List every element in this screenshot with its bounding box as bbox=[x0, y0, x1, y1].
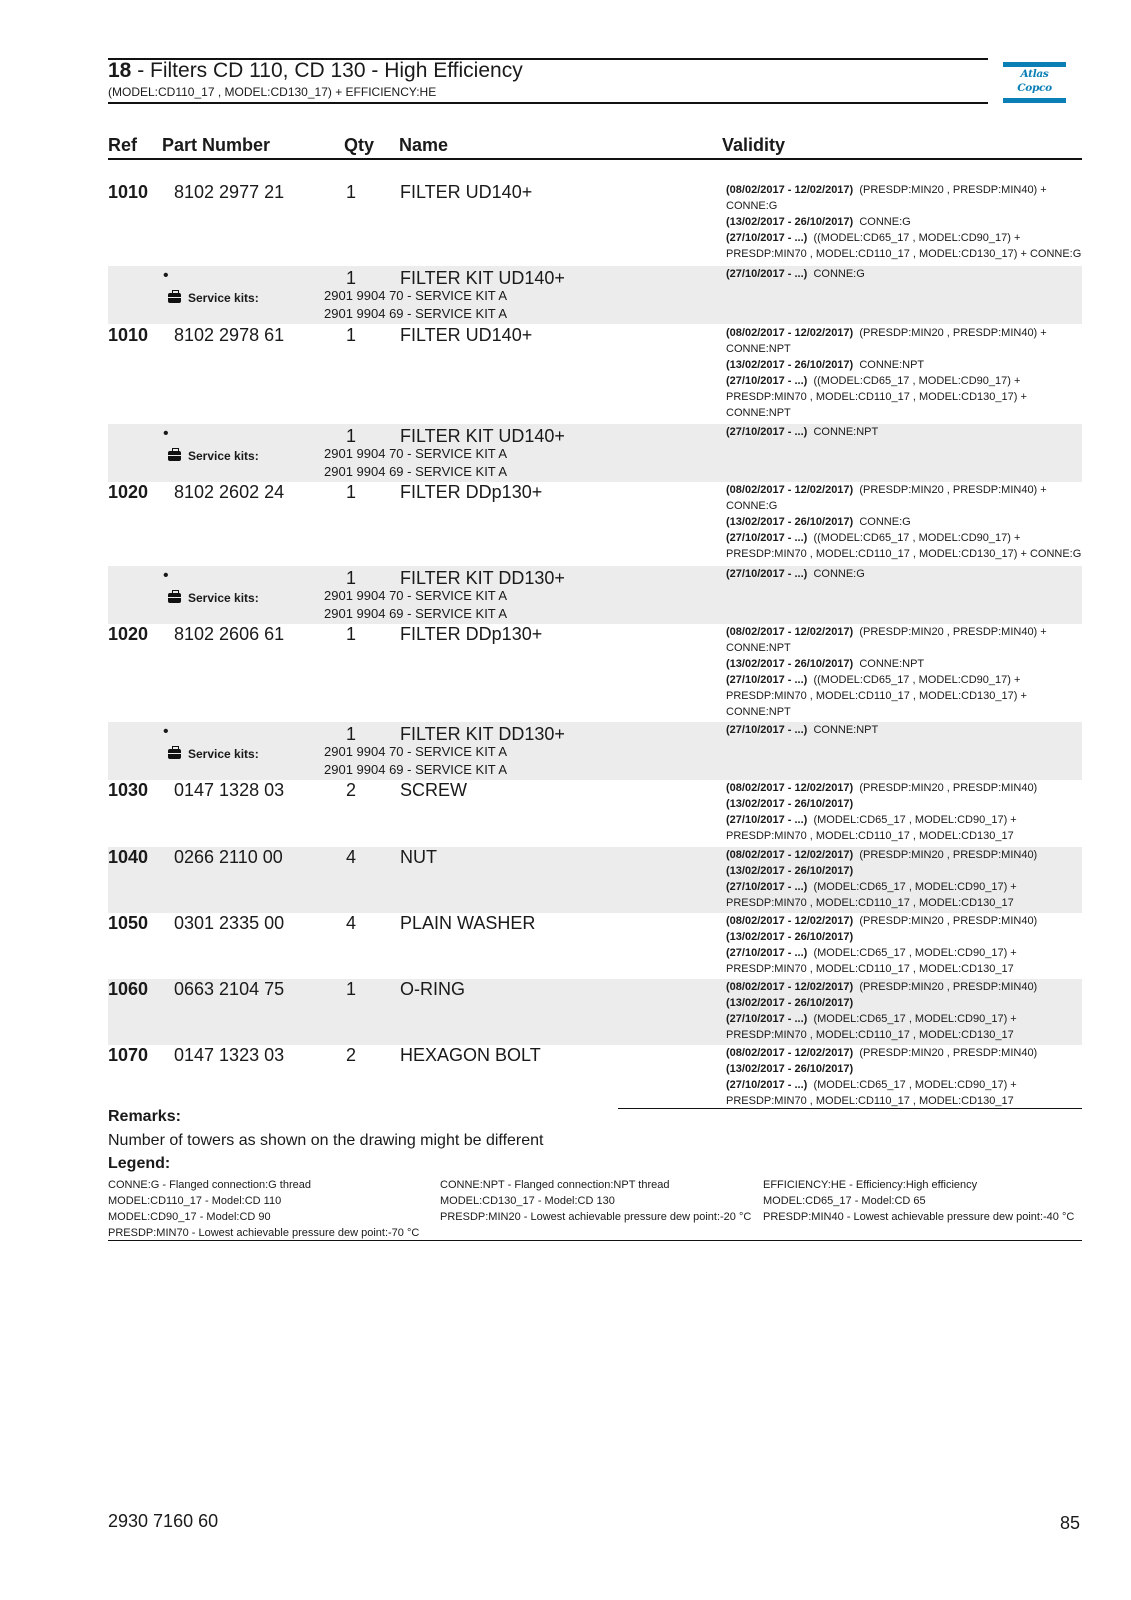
validity-line bbox=[726, 325, 1082, 341]
ref-cell: 1020 bbox=[108, 482, 149, 502]
legend-item: PRESDP:MIN20 - Lowest achievable pressure dew point:-20 °C bbox=[440, 1211, 752, 1223]
validity-line bbox=[726, 373, 1082, 389]
legend-item: MODEL:CD90_17 - Model:CD 90 bbox=[108, 1211, 271, 1223]
validity-text: CONNE:G bbox=[726, 200, 778, 212]
service-kit-row bbox=[108, 424, 1082, 482]
validity-line bbox=[726, 246, 1082, 262]
validity-date: (27/10/2017 - ...) bbox=[726, 1079, 808, 1091]
validity-text: CONNE:G bbox=[859, 216, 911, 228]
validity-cell bbox=[726, 913, 1082, 977]
validity-line bbox=[726, 624, 1082, 640]
validity-date: (08/02/2017 - 12/02/2017) bbox=[726, 981, 854, 993]
part-number-cell: 8102 2977 21 bbox=[174, 182, 285, 202]
validity-line bbox=[726, 995, 1082, 1011]
atlas-copco-logo bbox=[1003, 62, 1066, 95]
validity-date: (08/02/2017 - 12/02/2017) bbox=[726, 327, 854, 339]
validity-line bbox=[726, 530, 1082, 546]
validity-date: (27/10/2017 - ...) bbox=[726, 532, 808, 544]
ref-cell: 1060 bbox=[108, 979, 149, 999]
name-cell: FILTER KIT UD140+ bbox=[400, 426, 565, 446]
qty-cell: 2 bbox=[346, 1045, 357, 1065]
table-row bbox=[108, 780, 1082, 846]
validity-line bbox=[726, 961, 1082, 977]
validity-text: CONNE:G bbox=[859, 516, 911, 528]
service-kit-item: 2901 9904 69 - SERVICE KIT A bbox=[324, 606, 508, 621]
validity-line bbox=[726, 863, 1082, 879]
validity-line bbox=[726, 566, 1082, 582]
qty-cell: 4 bbox=[346, 913, 357, 933]
validity-line bbox=[726, 796, 1082, 812]
qty-cell: 1 bbox=[346, 482, 357, 502]
validity-date: (27/10/2017 - ...) bbox=[726, 568, 808, 580]
validity-line bbox=[726, 357, 1082, 373]
header-rule-bottom bbox=[108, 102, 988, 104]
validity-date: (08/02/2017 - 12/02/2017) bbox=[726, 849, 854, 861]
table-row bbox=[108, 182, 1082, 264]
validity-text: CONNE:NPT bbox=[859, 359, 925, 371]
service-kits-text: Service kits: bbox=[188, 291, 259, 305]
column-header-validity: Validity bbox=[722, 135, 786, 155]
validity-text: CONNE:NPT bbox=[726, 642, 791, 654]
validity-date: (27/10/2017 - ...) bbox=[726, 268, 808, 280]
qty-cell: 1 bbox=[346, 426, 357, 446]
qty-cell: 4 bbox=[346, 847, 357, 867]
table-row bbox=[108, 913, 1082, 979]
service-kit-row bbox=[108, 566, 1082, 624]
validity-text: (PRESDP:MIN20 , PRESDP:MIN40) bbox=[859, 981, 1038, 993]
validity-date: (08/02/2017 - 12/02/2017) bbox=[726, 915, 854, 927]
table-row bbox=[108, 482, 1082, 564]
legend-item: PRESDP:MIN40 - Lowest achievable pressure dew point:-40 °C bbox=[763, 1211, 1075, 1223]
column-header-qty: Qty bbox=[344, 135, 375, 155]
validity-text: PRESDP:MIN70 , MODEL:CD110_17 , MODEL:CD130_17) + bbox=[726, 690, 1027, 702]
validity-line bbox=[726, 704, 1082, 720]
validity-text: CONNE:G bbox=[813, 268, 865, 280]
service-kits-label bbox=[168, 747, 259, 761]
validity-date: (27/10/2017 - ...) bbox=[726, 674, 808, 686]
validity-date: (27/10/2017 - ...) bbox=[726, 1013, 808, 1025]
validity-line bbox=[726, 1045, 1082, 1061]
name-cell: FILTER UD140+ bbox=[400, 325, 533, 345]
part-number-cell: 8102 2602 24 bbox=[174, 482, 285, 502]
validity-text: (PRESDP:MIN20 , PRESDP:MIN40) + bbox=[859, 184, 1047, 196]
page-subtitle: (MODEL:CD110_17 , MODEL:CD130_17) + EFFICIENCY:HE bbox=[108, 85, 437, 99]
validity-date: (08/02/2017 - 12/02/2017) bbox=[726, 1047, 854, 1059]
validity-text: (MODEL:CD65_17 , MODEL:CD90_17) + bbox=[813, 1079, 1017, 1091]
bullet-icon: • bbox=[163, 425, 169, 442]
service-kits-text: Service kits: bbox=[188, 449, 259, 463]
validity-date: (27/10/2017 - ...) bbox=[726, 724, 808, 736]
validity-line bbox=[726, 514, 1082, 530]
name-cell: FILTER UD140+ bbox=[400, 182, 533, 202]
service-kit-item: 2901 9904 70 - SERVICE KIT A bbox=[324, 446, 508, 461]
table-row bbox=[108, 847, 1082, 913]
validity-line bbox=[726, 780, 1082, 796]
name-cell: FILTER KIT DD130+ bbox=[400, 568, 565, 588]
legend-item: MODEL:CD65_17 - Model:CD 65 bbox=[763, 1195, 926, 1207]
validity-text: CONNE:NPT bbox=[726, 407, 791, 419]
toolbox-icon bbox=[168, 293, 181, 303]
validity-cell bbox=[726, 1045, 1082, 1109]
validity-date: (27/10/2017 - ...) bbox=[726, 232, 808, 244]
qty-cell: 2 bbox=[346, 780, 357, 800]
validity-date: (13/02/2017 - 26/10/2017) bbox=[726, 516, 854, 528]
validity-line bbox=[726, 182, 1082, 198]
page-title bbox=[108, 59, 523, 83]
validity-cell bbox=[726, 325, 1082, 421]
legend-column-1 bbox=[108, 1177, 419, 1241]
validity-line bbox=[726, 424, 1082, 440]
validity-text: (MODEL:CD65_17 , MODEL:CD90_17) + bbox=[813, 881, 1017, 893]
validity-line bbox=[726, 688, 1082, 704]
qty-cell: 1 bbox=[346, 325, 357, 345]
validity-text: (PRESDP:MIN20 , PRESDP:MIN40) + bbox=[859, 626, 1047, 638]
validity-text: PRESDP:MIN70 , MODEL:CD110_17 , MODEL:CD130_17) + CONNE:G bbox=[726, 248, 1082, 260]
qty-cell: 1 bbox=[346, 624, 357, 644]
name-cell: FILTER KIT DD130+ bbox=[400, 724, 565, 744]
validity-text: (PRESDP:MIN20 , PRESDP:MIN40) bbox=[859, 1047, 1038, 1059]
validity-line bbox=[726, 1011, 1082, 1027]
ref-cell: 1050 bbox=[108, 913, 149, 933]
validity-date: (13/02/2017 - 26/10/2017) bbox=[726, 216, 854, 228]
legend-item: EFFICIENCY:HE - Efficiency:High efficiency bbox=[763, 1179, 978, 1191]
validity-line bbox=[726, 1093, 1082, 1109]
table-row bbox=[108, 624, 1082, 722]
validity-line bbox=[726, 546, 1082, 562]
part-number-cell: 8102 2606 61 bbox=[174, 624, 285, 644]
legend-item: CONNE:NPT - Flanged connection:NPT thread bbox=[440, 1179, 670, 1191]
validity-text: ((MODEL:CD65_17 , MODEL:CD90_17) + bbox=[813, 674, 1021, 686]
validity-text: CONNE:NPT bbox=[813, 724, 879, 736]
name-cell: FILTER DDp130+ bbox=[400, 624, 543, 644]
validity-text: PRESDP:MIN70 , MODEL:CD110_17 , MODEL:CD130_17 bbox=[726, 897, 1014, 909]
validity-line bbox=[726, 722, 1082, 738]
validity-date: (08/02/2017 - 12/02/2017) bbox=[726, 626, 854, 638]
legend-item: CONNE:G - Flanged connection:G thread bbox=[108, 1179, 311, 1191]
toolbox-icon bbox=[168, 593, 181, 603]
service-kits-label bbox=[168, 449, 259, 463]
validity-text: ((MODEL:CD65_17 , MODEL:CD90_17) + bbox=[813, 532, 1021, 544]
validity-date: (27/10/2017 - ...) bbox=[726, 881, 808, 893]
column-header-ref: Ref bbox=[108, 135, 138, 155]
validity-date: (13/02/2017 - 26/10/2017) bbox=[726, 997, 854, 1009]
validity-text: PRESDP:MIN70 , MODEL:CD110_17 , MODEL:CD130_17 bbox=[726, 830, 1014, 842]
validity-date: (08/02/2017 - 12/02/2017) bbox=[726, 184, 854, 196]
legend-rule bbox=[108, 1240, 1082, 1241]
validity-line bbox=[726, 929, 1082, 945]
validity-date: (27/10/2017 - ...) bbox=[726, 375, 808, 387]
legend-item: MODEL:CD130_17 - Model:CD 130 bbox=[440, 1195, 615, 1207]
validity-line bbox=[726, 945, 1082, 961]
ref-cell: 1020 bbox=[108, 624, 149, 644]
toolbox-icon bbox=[168, 451, 181, 461]
name-cell: HEXAGON BOLT bbox=[400, 1045, 541, 1065]
validity-line bbox=[726, 341, 1082, 357]
service-kit-item: 2901 9904 69 - SERVICE KIT A bbox=[324, 306, 508, 321]
validity-date: (13/02/2017 - 26/10/2017) bbox=[726, 798, 854, 810]
column-header-name: Name bbox=[399, 135, 449, 155]
validity-text: (MODEL:CD65_17 , MODEL:CD90_17) + bbox=[813, 814, 1017, 826]
validity-line bbox=[726, 498, 1082, 514]
section-title: - Filters CD 110, CD 130 - High Efficiency bbox=[131, 59, 523, 82]
part-number-cell: 0266 2110 00 bbox=[174, 847, 283, 867]
validity-line bbox=[726, 1027, 1082, 1043]
section-number: 18 bbox=[108, 59, 132, 82]
legend-title: Legend: bbox=[108, 1155, 171, 1172]
service-kits-text: Service kits: bbox=[188, 591, 259, 605]
validity-line bbox=[726, 812, 1082, 828]
name-cell: FILTER KIT UD140+ bbox=[400, 268, 565, 288]
validity-text: PRESDP:MIN70 , MODEL:CD110_17 , MODEL:CD130_17 bbox=[726, 963, 1014, 975]
validity-cell bbox=[726, 722, 1082, 738]
validity-text: (PRESDP:MIN20 , PRESDP:MIN40) + bbox=[859, 327, 1047, 339]
validity-text: (MODEL:CD65_17 , MODEL:CD90_17) + bbox=[813, 1013, 1017, 1025]
validity-text: CONNE:NPT bbox=[726, 343, 791, 355]
validity-line bbox=[726, 656, 1082, 672]
qty-cell: 1 bbox=[346, 182, 357, 202]
validity-line bbox=[726, 913, 1082, 929]
validity-date: (13/02/2017 - 26/10/2017) bbox=[726, 931, 854, 943]
service-kits-text: Service kits: bbox=[188, 747, 259, 761]
bullet-icon: • bbox=[163, 567, 169, 584]
validity-line bbox=[726, 895, 1082, 911]
validity-text: CONNE:NPT bbox=[859, 658, 925, 670]
table-row bbox=[108, 325, 1082, 423]
legend-item: MODEL:CD110_17 - Model:CD 110 bbox=[108, 1195, 282, 1207]
name-cell: FILTER DDp130+ bbox=[400, 482, 543, 502]
part-number-cell: 0663 2104 75 bbox=[174, 979, 285, 999]
part-number-cell: 0147 1323 03 bbox=[174, 1045, 285, 1065]
part-number-cell: 0301 2335 00 bbox=[174, 913, 285, 933]
parts-table-header bbox=[108, 134, 1082, 160]
qty-cell: 1 bbox=[346, 979, 357, 999]
table-row bbox=[108, 1045, 1082, 1111]
validity-line bbox=[726, 214, 1082, 230]
validity-text: CONNE:NPT bbox=[813, 426, 879, 438]
validity-cell bbox=[726, 979, 1082, 1043]
name-cell: NUT bbox=[400, 847, 437, 867]
service-kits-label bbox=[168, 591, 259, 605]
validity-line bbox=[726, 198, 1082, 214]
validity-text: ((MODEL:CD65_17 , MODEL:CD90_17) + bbox=[813, 232, 1021, 244]
qty-cell: 1 bbox=[346, 268, 357, 288]
validity-line bbox=[726, 389, 1082, 405]
validity-text: (PRESDP:MIN20 , PRESDP:MIN40) + bbox=[859, 484, 1047, 496]
service-kit-row bbox=[108, 266, 1082, 324]
validity-text: (MODEL:CD65_17 , MODEL:CD90_17) + bbox=[813, 947, 1017, 959]
legend-column-3 bbox=[763, 1177, 1074, 1225]
validity-date: (13/02/2017 - 26/10/2017) bbox=[726, 865, 854, 877]
validity-text: PRESDP:MIN70 , MODEL:CD110_17 , MODEL:CD130_17 bbox=[726, 1095, 1014, 1107]
legend-item: PRESDP:MIN70 - Lowest achievable pressure dew point:-70 °C bbox=[108, 1227, 420, 1239]
validity-cell bbox=[726, 424, 1082, 440]
validity-date: (27/10/2017 - ...) bbox=[726, 426, 808, 438]
validity-text: PRESDP:MIN70 , MODEL:CD110_17 , MODEL:CD130_17) + bbox=[726, 391, 1027, 403]
logo-bar-bottom bbox=[1003, 98, 1066, 103]
validity-date: (13/02/2017 - 26/10/2017) bbox=[726, 359, 854, 371]
validity-line bbox=[726, 979, 1082, 995]
validity-text: (PRESDP:MIN20 , PRESDP:MIN40) bbox=[859, 849, 1038, 861]
validity-line bbox=[726, 828, 1082, 844]
name-cell: SCREW bbox=[400, 780, 467, 800]
service-kit-item: 2901 9904 69 - SERVICE KIT A bbox=[324, 762, 508, 777]
name-cell: PLAIN WASHER bbox=[400, 913, 536, 933]
bullet-icon: • bbox=[163, 723, 169, 740]
validity-date: (27/10/2017 - ...) bbox=[726, 814, 808, 826]
ref-cell: 1040 bbox=[108, 847, 149, 867]
column-header-part-number: Part Number bbox=[162, 135, 271, 155]
validity-line bbox=[726, 266, 1082, 282]
validity-text: PRESDP:MIN70 , MODEL:CD110_17 , MODEL:CD130_17 bbox=[726, 1029, 1014, 1041]
document-number: 2930 7160 60 bbox=[108, 1511, 219, 1531]
validity-line bbox=[726, 1061, 1082, 1077]
validity-date: (13/02/2017 - 26/10/2017) bbox=[726, 658, 854, 670]
validity-cell bbox=[726, 624, 1082, 720]
validity-line bbox=[726, 230, 1082, 246]
validity-line bbox=[726, 847, 1082, 863]
toolbox-icon bbox=[168, 749, 181, 759]
table-row bbox=[108, 979, 1082, 1045]
validity-text: CONNE:G bbox=[726, 500, 778, 512]
validity-date: (13/02/2017 - 26/10/2017) bbox=[726, 1063, 854, 1075]
part-number-cell: 0147 1328 03 bbox=[174, 780, 285, 800]
service-kits-label bbox=[168, 291, 259, 305]
validity-line bbox=[726, 672, 1082, 688]
validity-cell bbox=[726, 266, 1082, 282]
table-end-rule bbox=[618, 1108, 1082, 1109]
validity-line bbox=[726, 879, 1082, 895]
validity-text: (PRESDP:MIN20 , PRESDP:MIN40) bbox=[859, 782, 1038, 794]
service-kit-item: 2901 9904 70 - SERVICE KIT A bbox=[324, 588, 508, 603]
validity-date: (27/10/2017 - ...) bbox=[726, 947, 808, 959]
page-number: 85 bbox=[1060, 1513, 1081, 1533]
validity-date: (08/02/2017 - 12/02/2017) bbox=[726, 782, 854, 794]
validity-cell bbox=[726, 182, 1082, 262]
service-kit-item: 2901 9904 69 - SERVICE KIT A bbox=[324, 464, 508, 479]
service-kit-row bbox=[108, 722, 1082, 780]
ref-cell: 1030 bbox=[108, 780, 149, 800]
validity-text: PRESDP:MIN70 , MODEL:CD110_17 , MODEL:CD130_17) + CONNE:G bbox=[726, 548, 1082, 560]
validity-text: CONNE:G bbox=[813, 568, 865, 580]
validity-cell bbox=[726, 566, 1082, 582]
validity-line bbox=[726, 640, 1082, 656]
ref-cell: 1010 bbox=[108, 325, 149, 345]
remarks-text: Number of towers as shown on the drawing might be different bbox=[108, 1132, 544, 1149]
validity-cell bbox=[726, 847, 1082, 911]
validity-line bbox=[726, 482, 1082, 498]
validity-text: (PRESDP:MIN20 , PRESDP:MIN40) bbox=[859, 915, 1038, 927]
legend-column-2 bbox=[440, 1177, 751, 1225]
validity-line bbox=[726, 405, 1082, 421]
validity-text: CONNE:NPT bbox=[726, 706, 791, 718]
validity-cell bbox=[726, 482, 1082, 562]
part-number-cell: 8102 2978 61 bbox=[174, 325, 285, 345]
validity-text: ((MODEL:CD65_17 , MODEL:CD90_17) + bbox=[813, 375, 1021, 387]
service-kit-item: 2901 9904 70 - SERVICE KIT A bbox=[324, 744, 508, 759]
name-cell: O-RING bbox=[400, 979, 465, 999]
logo-text: Atlas Copco bbox=[1017, 68, 1052, 94]
validity-date: (08/02/2017 - 12/02/2017) bbox=[726, 484, 854, 496]
qty-cell: 1 bbox=[346, 724, 357, 744]
validity-cell bbox=[726, 780, 1082, 844]
service-kit-item: 2901 9904 70 - SERVICE KIT A bbox=[324, 288, 508, 303]
bullet-icon: • bbox=[163, 267, 169, 284]
remarks-title: Remarks: bbox=[108, 1108, 181, 1125]
ref-cell: 1070 bbox=[108, 1045, 149, 1065]
qty-cell: 1 bbox=[346, 568, 357, 588]
validity-line bbox=[726, 1077, 1082, 1093]
ref-cell: 1010 bbox=[108, 182, 149, 202]
